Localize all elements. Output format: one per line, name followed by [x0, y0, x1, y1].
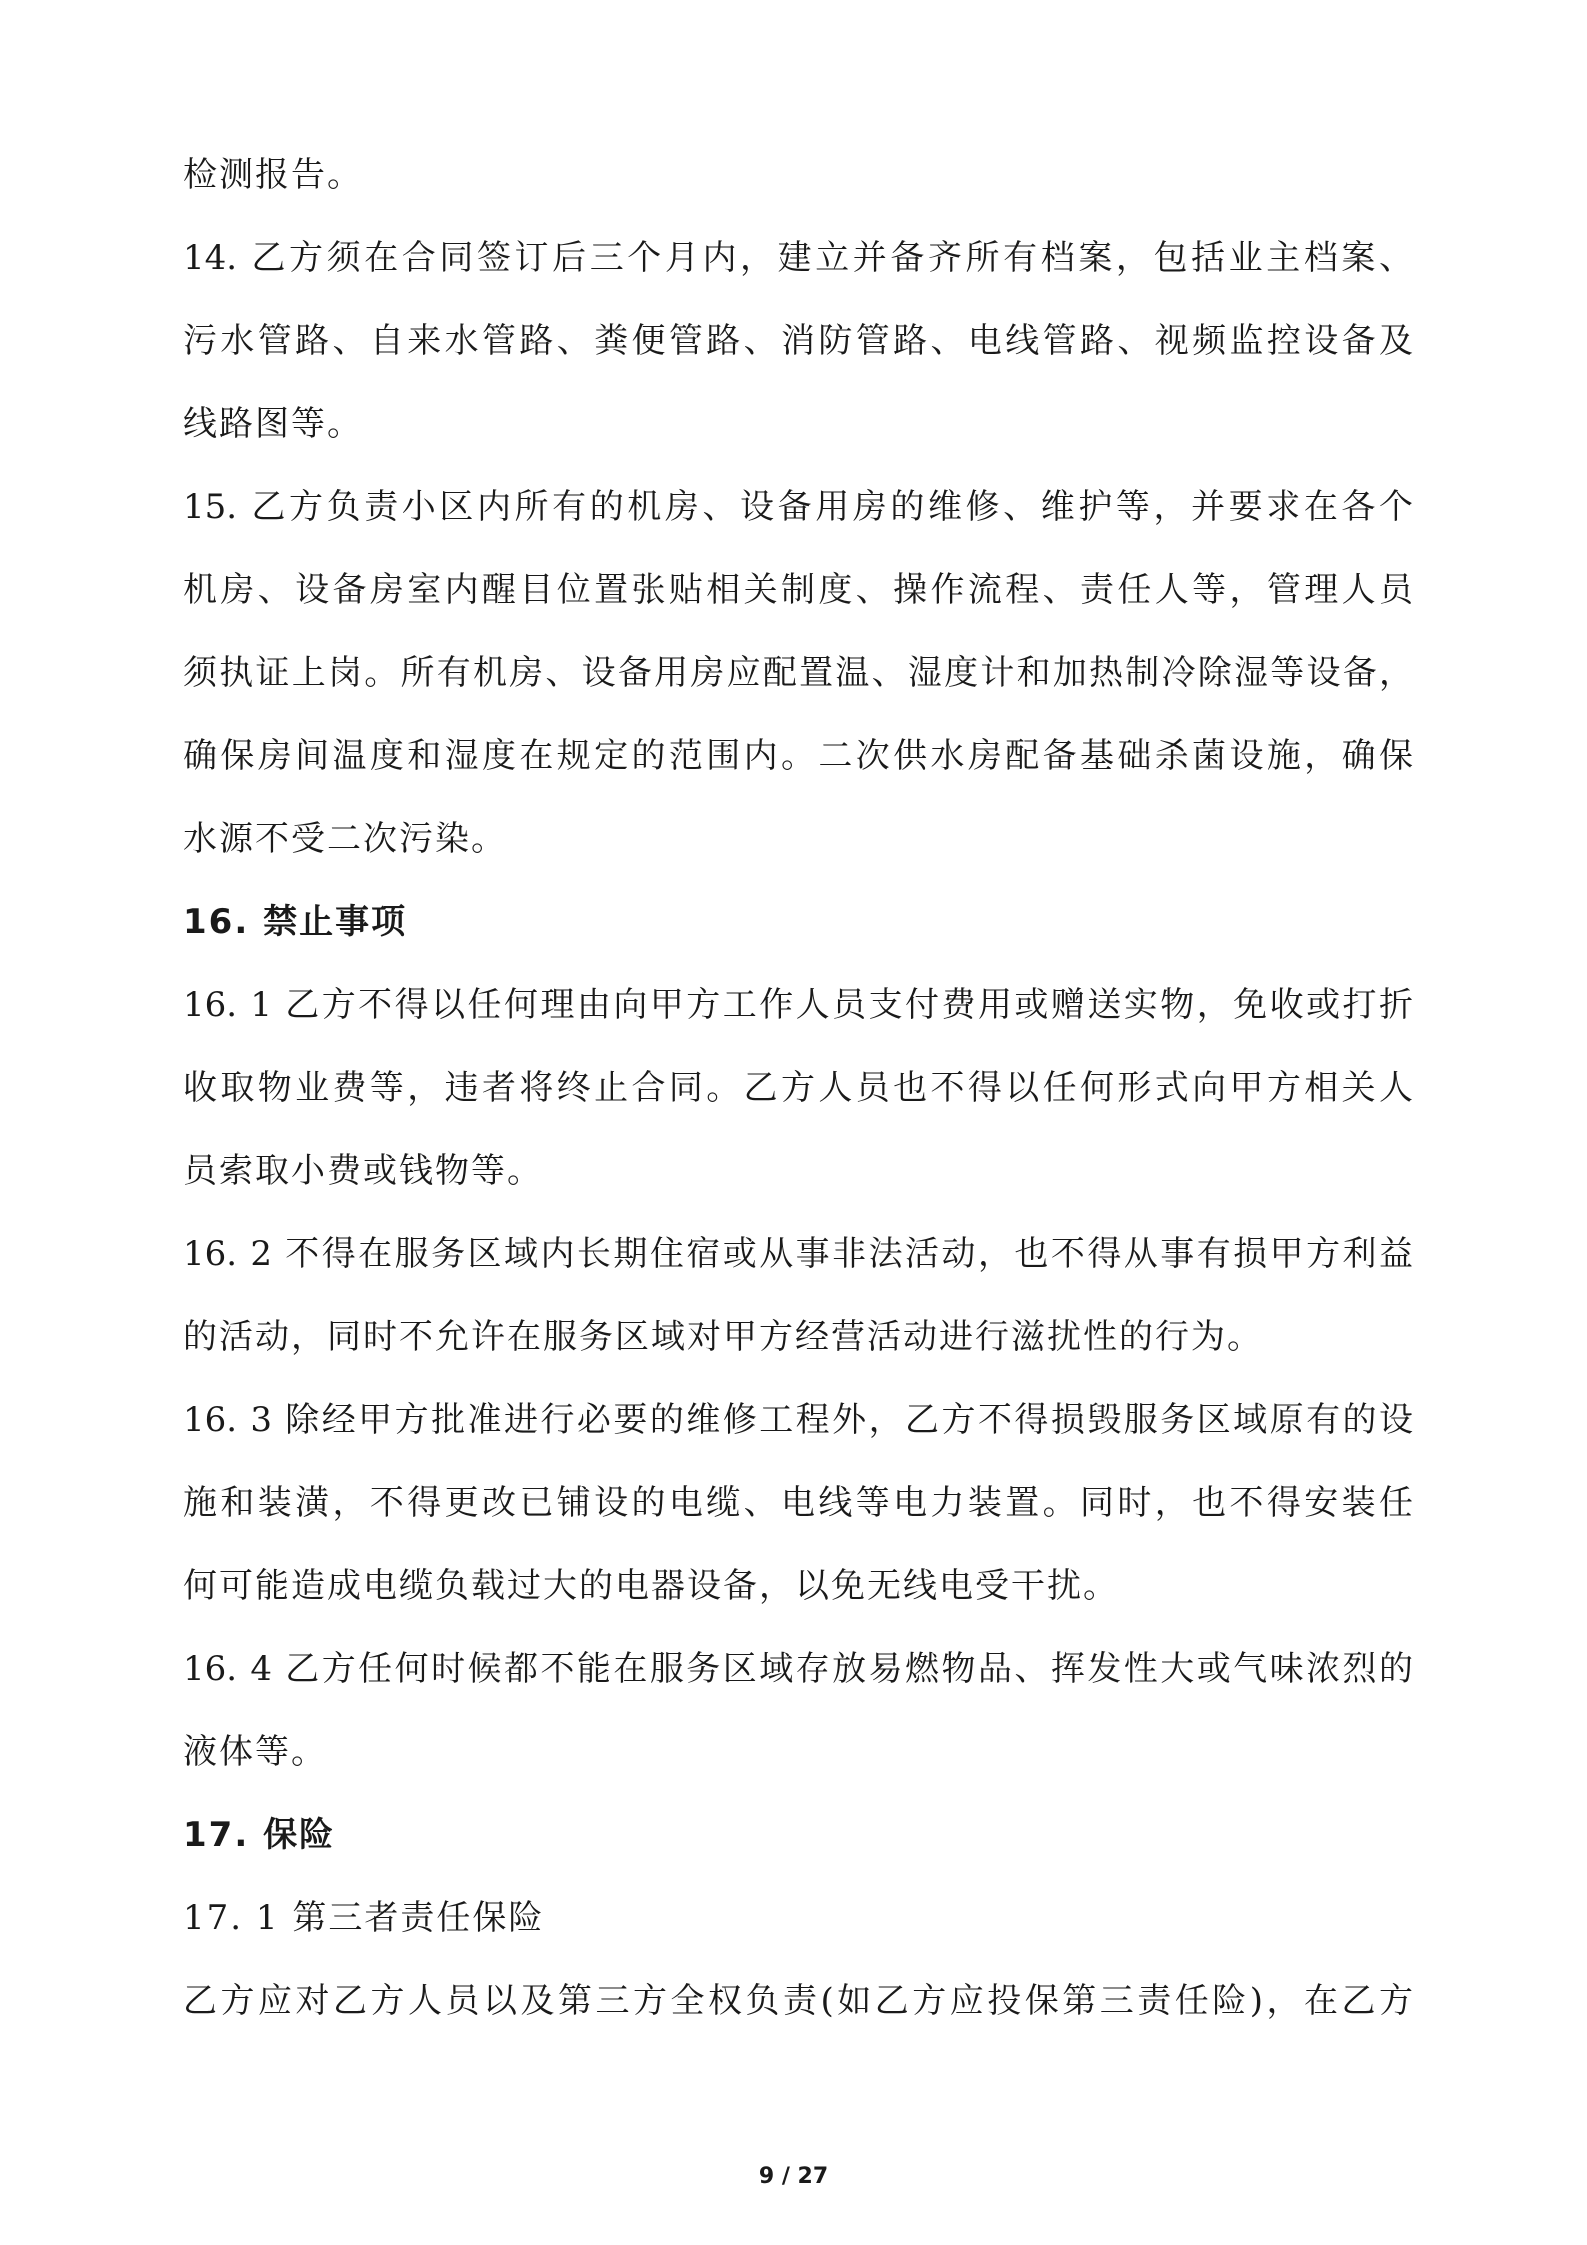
clause-16-4-line-2: 液体等。: [183, 1732, 327, 1772]
clause-16-2-line-2: 的活动，同时不允许在服务区域对甲方经营活动进行滋扰性的行为。: [183, 1317, 1263, 1357]
page-number: 9 / 27: [758, 2164, 829, 2189]
clause-16-2-line-1: 16. 2 不得在服务区域内长期住宿或从事非法活动，也不得从事有损甲方利益: [183, 1234, 1413, 1274]
clause-16-3-line-1: 16. 3 除经甲方批准进行必要的维修工程外，乙方不得损毁服务区域原有的设: [183, 1400, 1413, 1440]
paragraph-15-line-2: 机房、设备房室内醒目位置张贴相关制度、操作流程、责任人等，管理人员: [183, 570, 1413, 610]
paragraph-14-line-3: 线路图等。: [183, 404, 363, 444]
clause-16-4-line-1: 16. 4 乙方任何时候都不能在服务区域存放易燃物品、挥发性大或气味浓烈的: [183, 1649, 1413, 1689]
clause-16-1-line-3: 员索取小费或钱物等。: [183, 1151, 543, 1191]
paragraph-14-line-1: 14. 乙方须在合同签订后三个月内，建立并备齐所有档案，包括业主档案、: [183, 238, 1413, 278]
clause-16-3-line-2: 施和装潢，不得更改已铺设的电缆、电线等电力装置。同时，也不得安装任: [183, 1483, 1413, 1523]
paragraph-15-line-4: 确保房间温度和湿度在规定的范围内。二次供水房配备基础杀菌设施，确保: [183, 736, 1413, 776]
clause-17-1-line-1: 乙方应对乙方人员以及第三方全权负责(如乙方应投保第三责任险)，在乙方: [183, 1981, 1413, 2021]
clause-17-1-title: 17. 1 第三者责任保险: [183, 1898, 545, 1938]
clause-16-1-line-1: 16. 1 乙方不得以任何理由向甲方工作人员支付费用或赠送实物，免收或打折: [183, 985, 1413, 1025]
section-17-heading: 17. 保险: [183, 1815, 336, 1855]
clause-16-3-line-3: 何可能造成电缆负载过大的电器设备，以免无线电受干扰。: [183, 1566, 1119, 1606]
paragraph-14-line-2: 污水管路、自来水管路、粪便管路、消防管路、电线管路、视频监控设备及: [183, 321, 1413, 361]
clause-16-1-line-2: 收取物业费等，违者将终止合同。乙方人员也不得以任何形式向甲方相关人: [183, 1068, 1413, 1108]
section-16-heading: 16. 禁止事项: [183, 902, 408, 942]
paragraph-15-line-3: 须执证上岗。所有机房、设备用房应配置温、湿度计和加热制冷除湿等设备，: [183, 653, 1413, 693]
paragraph-15-line-5: 水源不受二次污染。: [183, 819, 507, 859]
paragraph-13-end: 检测报告。: [183, 155, 363, 195]
paragraph-15-line-1: 15. 乙方负责小区内所有的机房、设备用房的维修、维护等，并要求在各个: [183, 487, 1413, 527]
